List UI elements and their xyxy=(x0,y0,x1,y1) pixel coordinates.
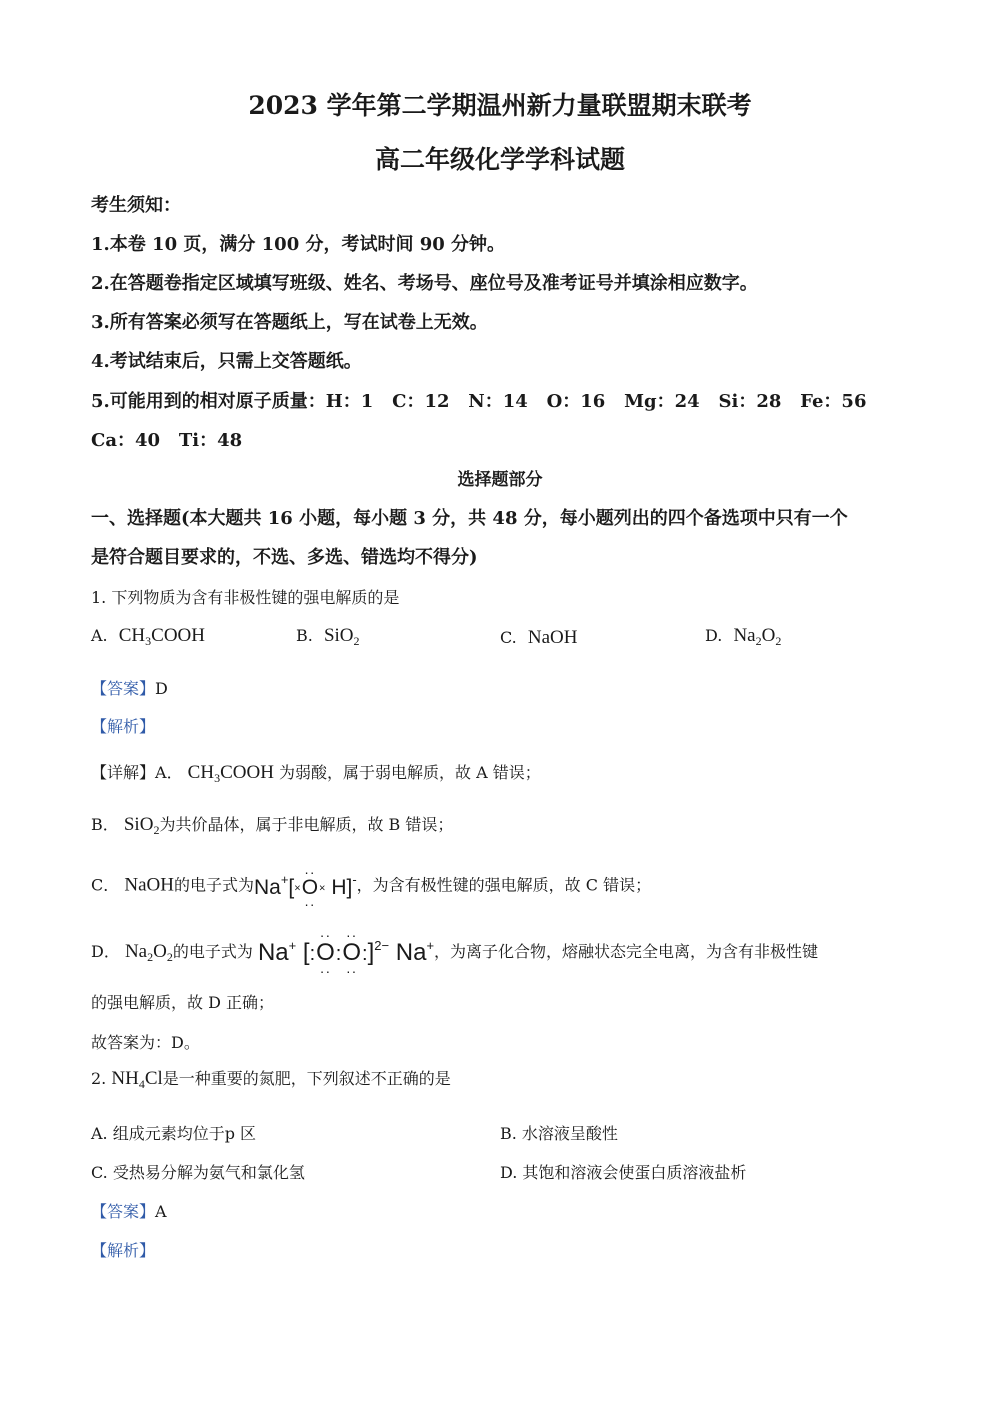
notice-item: Ca：40 Ti：48 xyxy=(91,430,243,451)
q2-option-c: C. 受热易分解为氨气和氯化氢 xyxy=(91,1163,305,1182)
q1-conclusion: 故答案为：D。 xyxy=(91,1033,200,1052)
exam-subtitle: 高二年级化学学科试题 xyxy=(374,145,625,174)
q2-stem: 2. $NH_4Cl$是一种重要的氮肥，下列叙述不正确的是 xyxy=(91,1068,451,1091)
exam-title: 2023 学年第二学期温州新力量联盟期末联考 xyxy=(248,91,752,120)
q1-option-b: B. SiO$_2$ xyxy=(296,625,360,648)
q1-option-a: A. $CH_3COOH$ xyxy=(91,625,205,648)
q2-analysis-tag: 【解析】 xyxy=(91,1241,156,1260)
q1-detail-a: 【详解】A． $CH_3COOH$ 为弱酸，属于弱电解质，故 A 错误； xyxy=(91,762,541,785)
q1-detail-d: D． $Na_2O_2$的电子式为 Na+ [:O ·· ·· :O ·· ·· :]$^{2-}$ Na+，为离子化合物，熔融状态完全电离，为含有非极性键 xyxy=(91,927,819,979)
notice-item: 2.在答题卷指定区域填写班级、姓名、考场号、座位号及准考证号并填涂相应数字。 xyxy=(91,273,758,294)
q1-detail-c: C． NaOH的电子式为Na+[×O ·· ·· × H]-，为含有极性键的强电解质，故 C 错误； xyxy=(91,864,652,912)
na2o2-electron-formula: Na+ [:O ·· ·· :O ·· ·· :]$^{2-}$ Na+ xyxy=(257,927,435,979)
q2-option-a: A. 组成元素均位于p 区 xyxy=(91,1124,257,1143)
section-instruction: 一、选择题(本大题共 16 小题，每小题 3 分，共 48 分，每小题列出的四个备选项中只有一个 xyxy=(91,508,848,529)
notice-item: 5.可能用到的相对原子质量：H：1 C：12 N：14 O：16 Mg：24 Si：28 Fe：56 xyxy=(91,391,867,412)
q1-option-c: C. NaOH xyxy=(500,627,578,648)
naoh-electron-formula: Na+[×O ·· ·· × H]- xyxy=(253,864,357,912)
notice-heading: 考生须知： xyxy=(91,195,181,216)
notice-item: 3.所有答案必须写在答题纸上，写在试卷上无效。 xyxy=(91,312,488,333)
q1-option-d: D. $Na_2O_2$ xyxy=(705,625,782,648)
q1-detail-d-cont: 的强电解质，故 D 正确； xyxy=(91,993,275,1012)
section-instruction: 是符合题目要求的，不选、多选、错选均不得分) xyxy=(91,547,478,568)
q1-detail-b: B． SiO$_2$为共价晶体，属于非电解质，故 B 错误； xyxy=(91,814,454,837)
section-title: 选择题部分 xyxy=(457,470,543,490)
q1-answer: 【答案】D xyxy=(91,679,168,698)
q2-option-d: D. 其饱和溶液会使蛋白质溶液盐析 xyxy=(500,1163,747,1182)
q1-stem: 1. 下列物质为含有非极性键的强电解质的是 xyxy=(91,588,400,607)
notice-item: 1.本卷 10 页，满分 100 分，考试时间 90 分钟。 xyxy=(91,234,506,255)
q2-answer: 【答案】A xyxy=(91,1202,167,1221)
q2-option-b: B. 水溶液呈酸性 xyxy=(500,1124,618,1143)
q1-analysis-tag: 【解析】 xyxy=(91,717,156,736)
notice-item: 4.考试结束后，只需上交答题纸。 xyxy=(91,351,362,372)
